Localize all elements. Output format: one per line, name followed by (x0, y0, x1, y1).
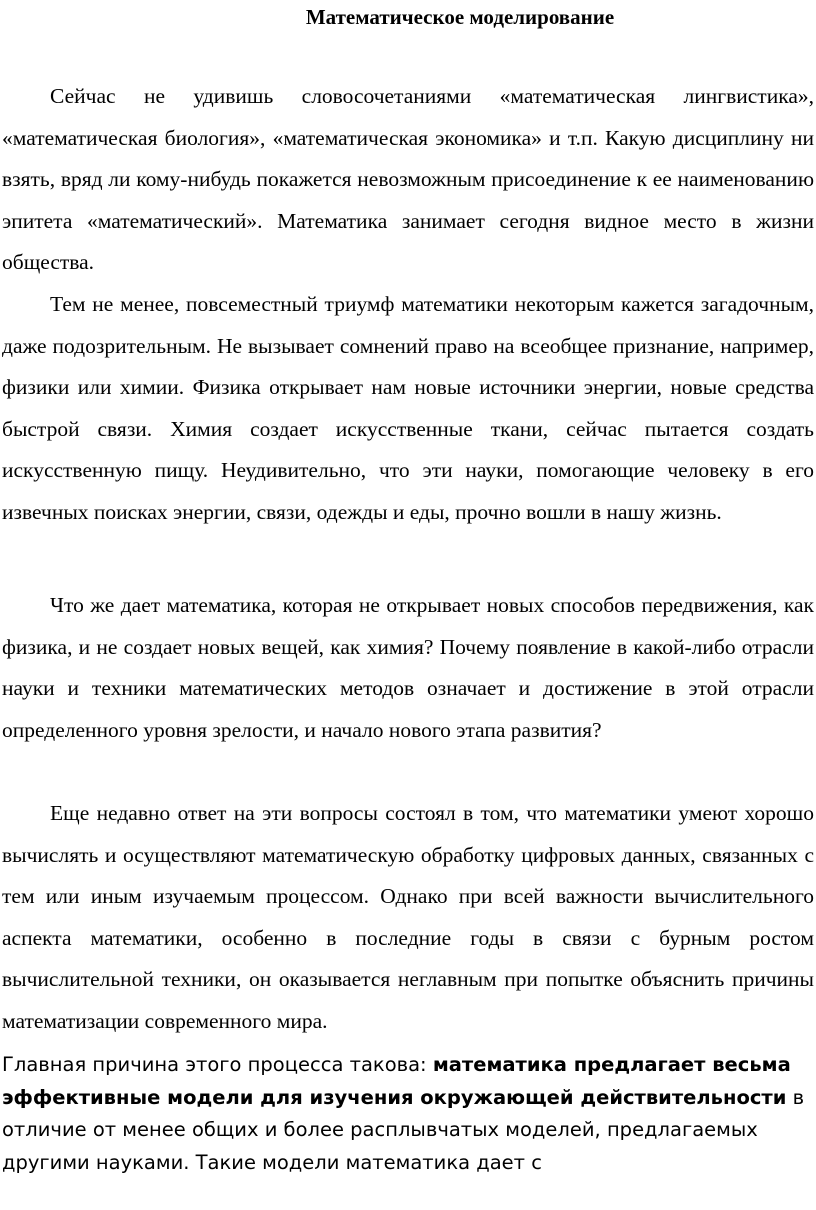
paragraph-3: Что же дает математика, которая не открывает новых способов передвижения, как физика, и не создает новых вещей, как химия? Почему появление в какой-либо отрасли науки и техники математических методов означает и достижение в этой отрасли определенного уровня зрелости, и начало нового этапа развития? (2, 593, 814, 742)
paragraph-2: Тем не менее, повсеместный триумф математики некоторым кажется загадочным, даже подозрительным. Не вызывает сомнений право на всеобщее признание, например, физики или химии. Физика открывает нам новые источники энергии, новые средства быстрой связи. Химия создает искусственные ткани, сейчас пытается создать искусственную пищу. Неудивительно, что эти науки, помогающие человеку в его извечных поисках энергии, связи, одежды и еды, прочно вошли в нашу жизнь. (2, 292, 814, 524)
paragraph-4: Еще недавно ответ на эти вопросы состоял в том, что математики умеют хорошо вычислять и осуществляют математическую обработку цифровых данных, связанных с тем или иным изучаемым процессом. Однако при всей важности вычислительного аспекта математики, особенно в последние годы в связи с бурным ростом вычислительной техники, он оказывается неглавным при попытке объяснить причины математизации современного мира. (2, 801, 814, 1033)
page-title: Математическое моделирование (305, 5, 615, 29)
paragraph-5-emphasis: математика предлагает весьма эффективные модели для изучения окружающей действительности (2, 1053, 791, 1109)
paragraph-5-lead: Главная причина этого процесса такова: (2, 1053, 433, 1076)
paragraph-1: Сейчас не удивишь словосочетаниями «математическая лингвистика», «математическая биология», «математическая экономика» и т.п. Какую дисциплину ни взять, вряд ли кому-нибудь покажется невозможным присоединение к ее наименованию эпитета «математический». Математика занимает сегодня видное место в жизни общества. (2, 84, 814, 274)
paragraph-5-tail: в отличие от менее общих и более расплывчатых моделей, предлагаемых другими науками. Такие модели математика дает с (2, 1085, 805, 1174)
paragraph-5 (2, 1049, 814, 1179)
